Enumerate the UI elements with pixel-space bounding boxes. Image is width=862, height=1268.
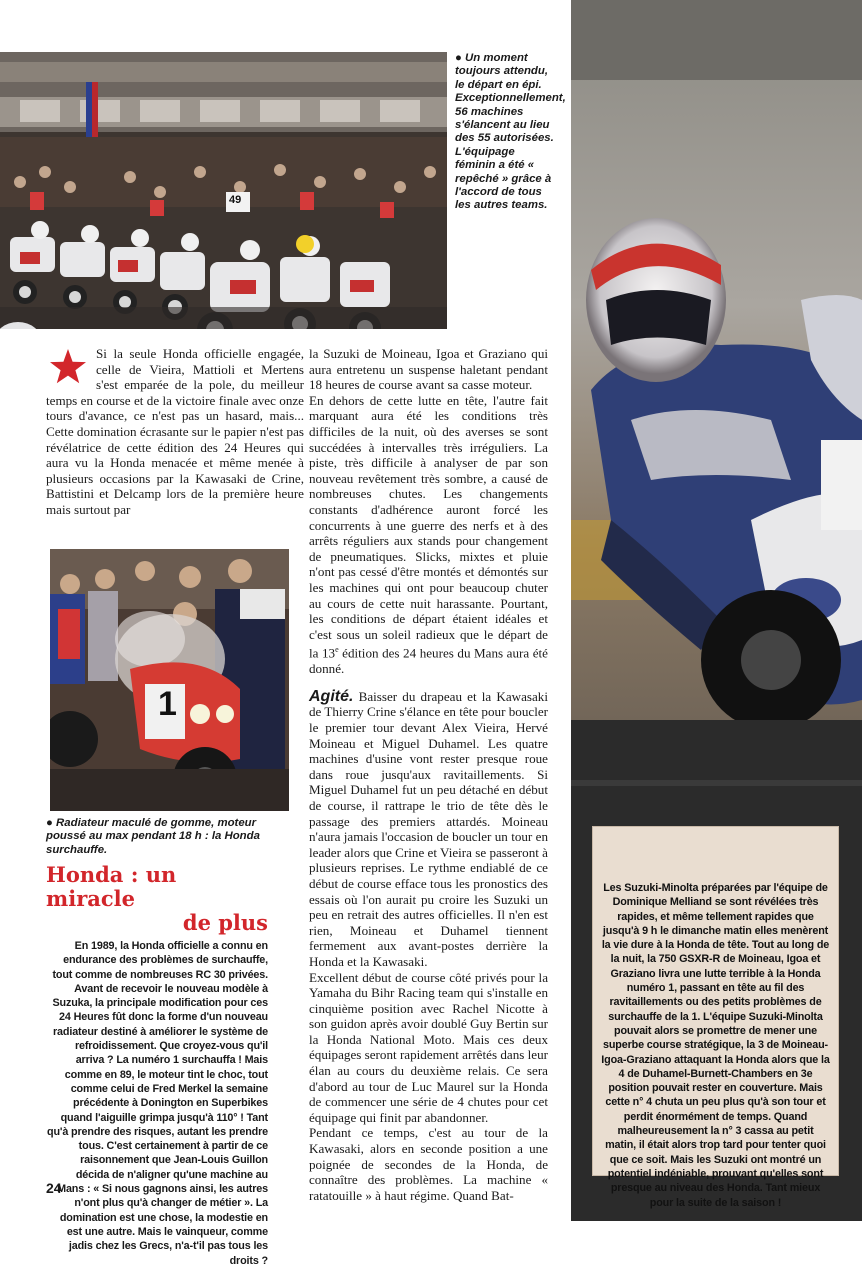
article-col2-p3: Agité. Baisser du drapeau et la Kawasaki de Thierry Crine s'élance en tête pour boucler le premier tour devant Alex Vieira, Hervé Moineau et Miguel Duhamel. Les quatre machines d'usine vont rester presque roue dans roue jusqu'aux ravitaillements. Si Miguel Duhamel fut un peu détaché en début de course, il rattrape le trio de tête dès le passage des premiers attardés. Moineau n'aura jamais l'occasion de boucler un tour en leader alors que Crine et Vieira se passeront à plusieurs reprises. Le rythme endiablé de ce début de course efface tous les pronostics des essais où l'on aurait pu croire les Suzuki un peu en retrait des autres officielles. Il n'en est rien, Moineau et Duhamel tiennent fermement aux avant-postes derrière la Honda et la Kawasaki. xyxy=(309,687,548,969)
top-photo-caption: ● Un moment toujours attendu, le départ en épi. Exceptionnellement, 56 machines s'élancent au lieu des 55 autorisées. L'équipage féminin a été « repêché » grâce à l'accord de tous les autres teams. xyxy=(455,52,566,212)
honda-pit-photo xyxy=(50,549,289,811)
suzuki-info-text: Les Suzuki-Minolta préparées par l'équipe de Dominique Melliand se sont révélées très rapides, et même tellement rapides que jusqu'à 9 h le dimanche matin elles menèrent la vie dure à la Honda de tête. Tout au long de la nuit, la 750 GSXR-R de Moineau, Igoa et Graziano livra une lutte terrible à la Honda numéro 1, passant en tête au fil des ravitaillements ou des petits problèmes de surchauffe de la 1. L'équipe Suzuki-Minolta pouvait alors se promettre de mener une superbe course stratégique, la 3 de Moineau-Igoa-Graziano attaquant la Honda alors que la 4 de Duhamel-Burnett-Chambers en 3e position pouvait rester en couverture. Mais cette n° 4 chuta un peu plus qu'à son tour et perdit énormément de temps. Quand malheureusement la n° 3 cassa au petit matin, il était alors trop tard pour tenter quoi que ce soit. Mais les Suzuki ont montré un potentiel indéniable, prouvant qu'elles sont presque au niveau des Honda. Tant mieux pour la suite de la saison ! xyxy=(601,882,830,1209)
suzuki-info-box xyxy=(592,826,839,1209)
sidebar-title-line-2: de plus xyxy=(182,910,268,935)
bullet-icon: ● xyxy=(455,52,466,64)
article-col2-p1: la Suzuki de Moineau, Igoa et Graziano qui aura entretenu un suspense haletant pendant 18 heures de course avant sa casse moteur. xyxy=(309,346,548,393)
honda-sidebar xyxy=(46,863,268,1268)
article-column-1 xyxy=(46,346,304,518)
article-column-2 xyxy=(309,346,548,1203)
start-number-board: 49 xyxy=(229,194,242,206)
sidebar-title-line-1: Honda : un miracle xyxy=(46,862,177,911)
article-col2-p5: Pendant ce temps, c'est au tour de la Kawasaki, alors en seconde position a une poignée de secondes de la Honda, de connaître des problèmes. La machine « ratatouille » à haut régime. Quand Bat- xyxy=(309,1125,548,1203)
start-grid-photo xyxy=(0,52,447,329)
middle-photo-caption-block xyxy=(46,817,282,857)
article-col2-p2: En dehors de cette lutte en tête, l'autre fait marquant aura été les conditions très difficiles de la nuit, où des averses se sont succédées à intervalles très irréguliers. La piste, très difficile à analyser de par son nouveau revêtement très sombre, a causé de nombreuses chutes. Les changements constants d'adhérence auront forcé les concurrents à une guerre des nerfs et à des arrêts réguliers aux stands pour changement de pneumatiques. Slicks, mixtes et pluie n'ont pas cessé d'être montés et démontés sur les machines qui ont pour beaucoup chuter au cours de cette nuit harassante. Pourtant, les conditions de départ étaient idéales et c'est sous un soleil radieux que le départ de la 13e édition des 24 heures du Mans aura été donné. xyxy=(309,392,548,677)
middle-photo-caption: ● Radiateur maculé de gomme, moteur poussé au max pendant 18 h : la Honda surchauffe. xyxy=(46,817,260,856)
article-col2-p4: Excellent début de course côté privés pour la Yamaha du Bihr Racing team qui s'installe en cinquième position avec Rachel Nicotte à son guidon après avoir doublé Guy Bertin sur la Honda National Moto. Mais ces deux équipages seront rapidement arrêtés dans leur élan au cours du deuxième relais. Ce sera d'abord au tour de Luc Maurel sur la Honda de commencer une série de 4 chutes pour cet équipage qui finit par abandonner. xyxy=(309,969,548,1125)
bike-number: 1 xyxy=(158,685,177,723)
sidebar-text: En 1989, la Honda officielle a connu en endurance des problèmes de surchauffe, tout comme de nombreuses RC 30 privées. Avant de recevoir le nouveau modèle à Suzuka, la principale modification pour ces 24 Heures fût donc la forme d'un nouveau radiateur destiné à améliorer le système de refroidissement. Que croyez-vous qu'il arriva ? La numéro 1 surchauffa ! Mais comme en 89, le moteur tint le choc, tout comme celui de Fred Merkel la semaine précédente à Donington en Superbikes quand l'aiguille grimpa jusqu'à 110° ! Tant qu'à prendre des risques, autant les prendre tous. C'est certainement à partir de ce raisonnement que Jean-Louis Guillon décida de n'aligner qu'une machine au Mans : « Si nous gagnons ainsi, les autres n'ont plus qu'à changer de métier ». La domination est une chose, la modestie en est une autre. Mais le vainqueur, comme jadis chez les Grecs, n'a-t'il pas tous les droits ? xyxy=(47,940,268,1267)
article-col1-text: Si la seule Honda officielle engagée, celle de Vieira, Mattioli et Mertens s'est emparée de la pole, du meilleur temps en course et de la victoire finale avec onze tours d'avance, ce n'est pas un hasard, mais... Cette domination écrasante sur le papier n'est pas révélatrice de cette édition des 24 Heures qui aura vu la Honda menacée et même menée à plusieurs occasions par la Kawasaki de Crine, Battistini et Delcamp lors de la première heure mais surtout par xyxy=(46,346,304,517)
page-number: 24 xyxy=(46,1180,62,1196)
top-photo-caption-block xyxy=(455,52,566,213)
bullet-icon: ● xyxy=(46,817,57,829)
agite-lead: Agité. xyxy=(309,687,354,705)
